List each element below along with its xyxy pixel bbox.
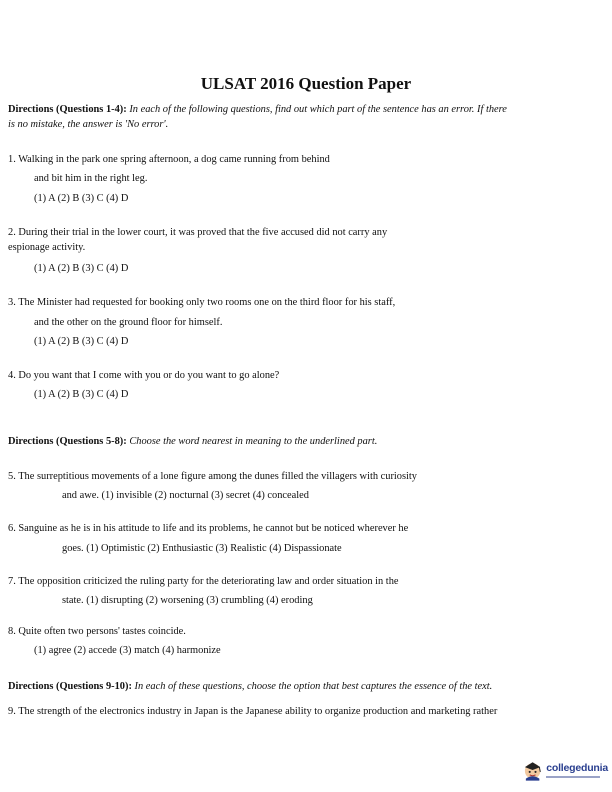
question-3-options: (1) A (2) B (3) C (4) D	[34, 336, 129, 347]
directions-1-4	[8, 103, 507, 116]
brand-tagline-bar	[546, 776, 600, 778]
question-6-text-cont: goes. (1) Optimistic (2) Enthusiastic (3) Realistic (4) Dispassionate	[62, 543, 342, 554]
directions-text: Choose the word nearest in meaning to the underlined part.	[129, 436, 378, 447]
question-8-options: (1) agree (2) accede (3) match (4) harmonize	[34, 645, 221, 656]
directions-text: In each of the following questions, find out which part of the sentence has an error. If there	[129, 104, 507, 115]
directions-5-8	[8, 435, 377, 448]
question-5-text-cont: and awe. (1) invisible (2) nocturnal (3) secret (4) concealed	[62, 490, 309, 501]
directions-9-10	[8, 680, 492, 693]
question-5-text: 5. The surreptitious movements of a lone figure among the dunes filled the villagers with curiosity	[8, 471, 417, 482]
directions-label: Directions (Questions 9-10):	[8, 681, 132, 692]
directions-label: Directions (Questions 1-4):	[8, 104, 127, 115]
brand-name: collegedunia	[546, 761, 608, 774]
directions-label: Directions (Questions 5-8):	[8, 436, 127, 447]
question-6-text: 6. Sanguine as he is in his attitude to life and its problems, he cannot but be noticed wherever he	[8, 523, 409, 534]
question-3-text: 3. The Minister had requested for booking only two rooms one on the third floor for his staff,	[8, 297, 396, 308]
mascot-icon	[522, 759, 543, 781]
page-title: ULSAT 2016 Question Paper	[200, 74, 412, 93]
question-2-options: (1) A (2) B (3) C (4) D	[34, 263, 129, 274]
question-3-text-cont: and the other on the ground floor for himself.	[34, 317, 223, 328]
question-4-text: 4. Do you want that I come with you or do you want to go alone?	[8, 370, 280, 381]
question-8-text: 8. Quite often two persons' tastes coincide.	[8, 626, 186, 637]
question-1-text: 1. Walking in the park one spring afternoon, a dog came running from behind	[8, 154, 330, 165]
directions-text: In each of these questions, choose the option that best captures the essence of the text.	[134, 681, 493, 692]
question-7-text-cont: state. (1) disrupting (2) worsening (3) crumbling (4) eroding	[62, 595, 313, 606]
directions-1-4-cont	[8, 118, 168, 131]
question-7-text: 7. The opposition criticized the ruling party for the deteriorating law and order situation in the	[8, 576, 399, 587]
directions-text-cont: is no mistake, the answer is 'No error'.	[8, 119, 169, 130]
question-1-text-cont: and bit him in the right leg.	[34, 173, 148, 184]
collegedunia-logo	[522, 758, 608, 782]
question-2-text-cont: espionage activity.	[8, 242, 86, 253]
question-9-text: 9. The strength of the electronics industry in Japan is the Japanese ability to organize production and marketing rather	[8, 706, 498, 717]
question-1-options: (1) A (2) B (3) C (4) D	[34, 193, 129, 204]
question-2-text: 2. During their trial in the lower court, it was proved that the five accused did not carry any	[8, 227, 388, 238]
question-4-options: (1) A (2) B (3) C (4) D	[34, 389, 129, 400]
